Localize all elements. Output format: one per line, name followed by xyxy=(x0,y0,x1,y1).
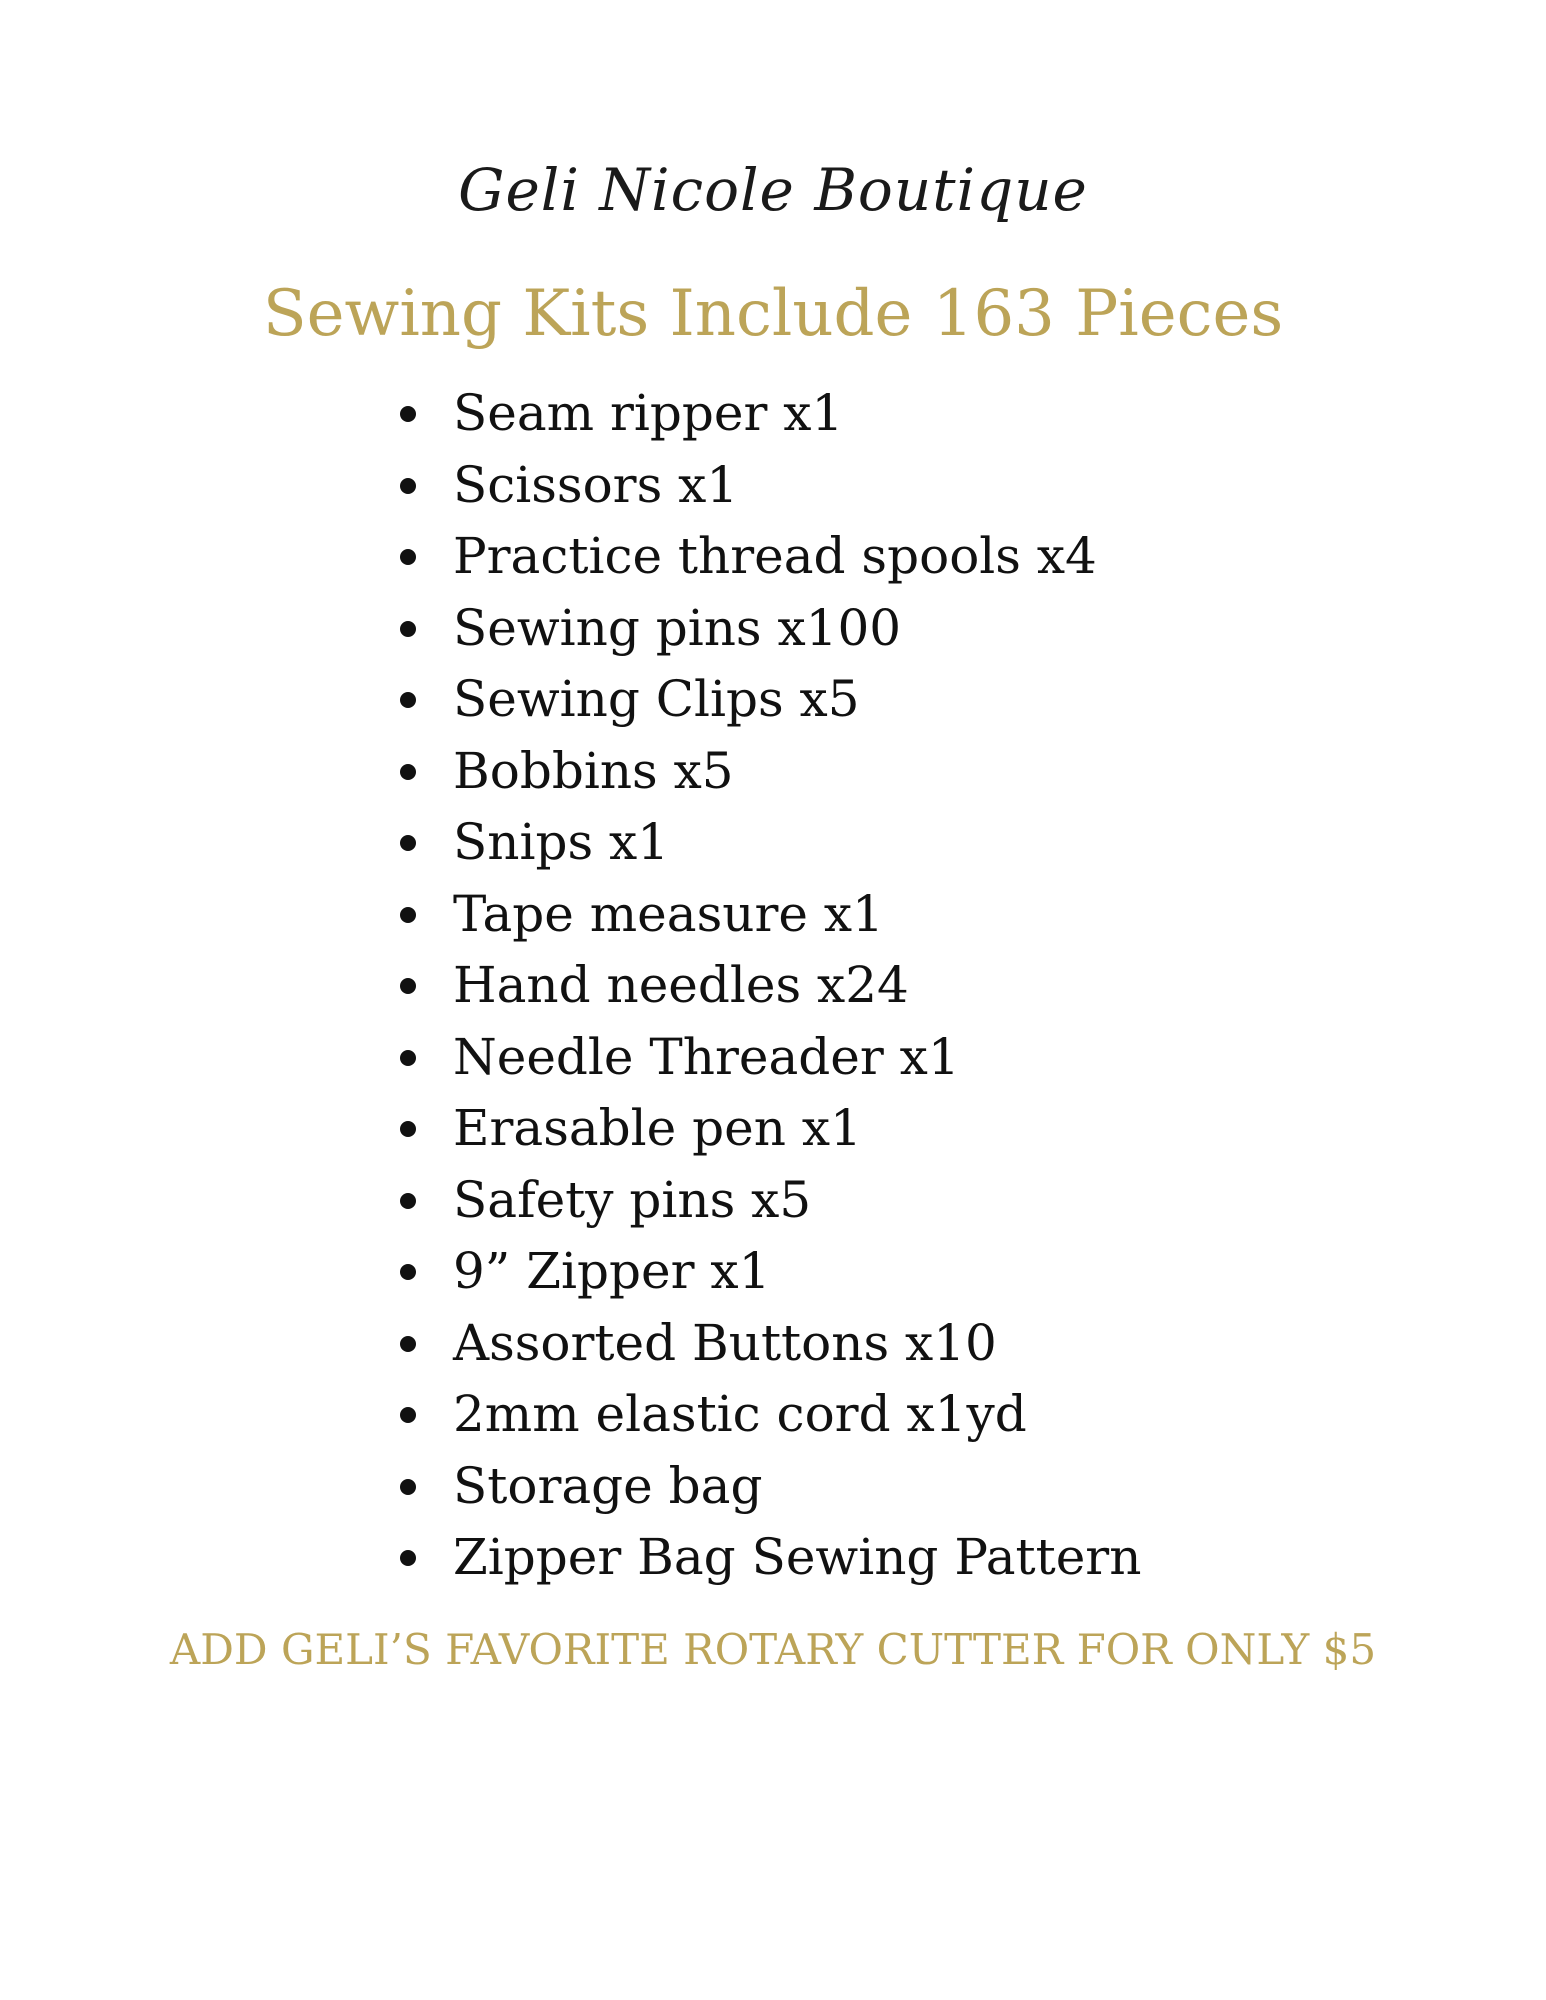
list-item-label: Sewing pins x100 xyxy=(453,598,902,657)
list-item-label: Scissors x1 xyxy=(453,455,739,514)
bullet-icon xyxy=(400,1550,416,1566)
list-item xyxy=(398,1236,1141,1308)
list-item-label: 2mm elastic cord x1yd xyxy=(453,1385,1027,1443)
bullet-icon xyxy=(400,549,416,565)
list-item xyxy=(398,593,1141,665)
brand-logo-text: Geli Nicole Boutique xyxy=(458,156,1088,224)
list-item xyxy=(398,1451,1141,1523)
list-item-label: Assorted Buttons x10 xyxy=(453,1313,997,1372)
list-item xyxy=(398,736,1141,808)
list-item xyxy=(398,378,1141,450)
bullet-icon xyxy=(400,478,416,494)
list-item-label: Zipper Bag Sewing Pattern xyxy=(453,1528,1142,1586)
bullet-icon xyxy=(400,692,416,708)
bullet-icon xyxy=(400,1479,416,1495)
list-item-label: Sewing Clips x5 xyxy=(453,670,860,728)
page-title: Sewing Kits Include 163 Pieces xyxy=(262,277,1284,351)
list-item xyxy=(398,521,1141,593)
bullet-icon xyxy=(400,764,416,780)
list-item xyxy=(398,1022,1141,1094)
bullet-icon xyxy=(400,835,416,851)
list-item-label: Hand needles x24 xyxy=(453,956,909,1014)
list-item-label: Needle Threader x1 xyxy=(453,1027,960,1086)
bullet-icon xyxy=(400,1336,416,1352)
list-item-label: Erasable pen x1 xyxy=(453,1099,862,1157)
list-item-label: Tape measure x1 xyxy=(453,884,884,943)
rotary-cutter-offer: ADD GELI’S FAVORITE ROTARY CUTTER FOR ONLY $5 xyxy=(169,1625,1377,1674)
list-item-label: Storage bag xyxy=(453,1456,763,1515)
list-item-label: Seam ripper x1 xyxy=(453,384,844,442)
bullet-icon xyxy=(400,1050,416,1066)
list-item xyxy=(398,1522,1141,1594)
list-item xyxy=(398,1165,1141,1237)
list-item xyxy=(398,1308,1141,1380)
list-item-label: Practice thread spools x4 xyxy=(453,527,1097,585)
list-item xyxy=(398,807,1141,879)
list-item-label: 9” Zipper x1 xyxy=(453,1242,771,1300)
list-item xyxy=(398,879,1141,951)
list-item xyxy=(398,1379,1141,1451)
bullet-icon xyxy=(400,406,416,422)
list-item-label: Bobbins x5 xyxy=(453,741,734,800)
bullet-icon xyxy=(400,978,416,994)
bullet-icon xyxy=(400,1264,416,1280)
bullet-icon xyxy=(400,907,416,923)
kit-items-list xyxy=(398,378,1141,1594)
list-item xyxy=(398,1093,1141,1165)
list-item xyxy=(398,450,1141,522)
bullet-icon xyxy=(400,1407,416,1423)
bullet-icon xyxy=(400,1193,416,1209)
list-item xyxy=(398,950,1141,1022)
list-item-label: Snips x1 xyxy=(453,813,670,871)
list-item-label: Safety pins x5 xyxy=(453,1170,812,1229)
bullet-icon xyxy=(400,1121,416,1137)
bullet-icon xyxy=(400,621,416,637)
list-item xyxy=(398,664,1141,736)
